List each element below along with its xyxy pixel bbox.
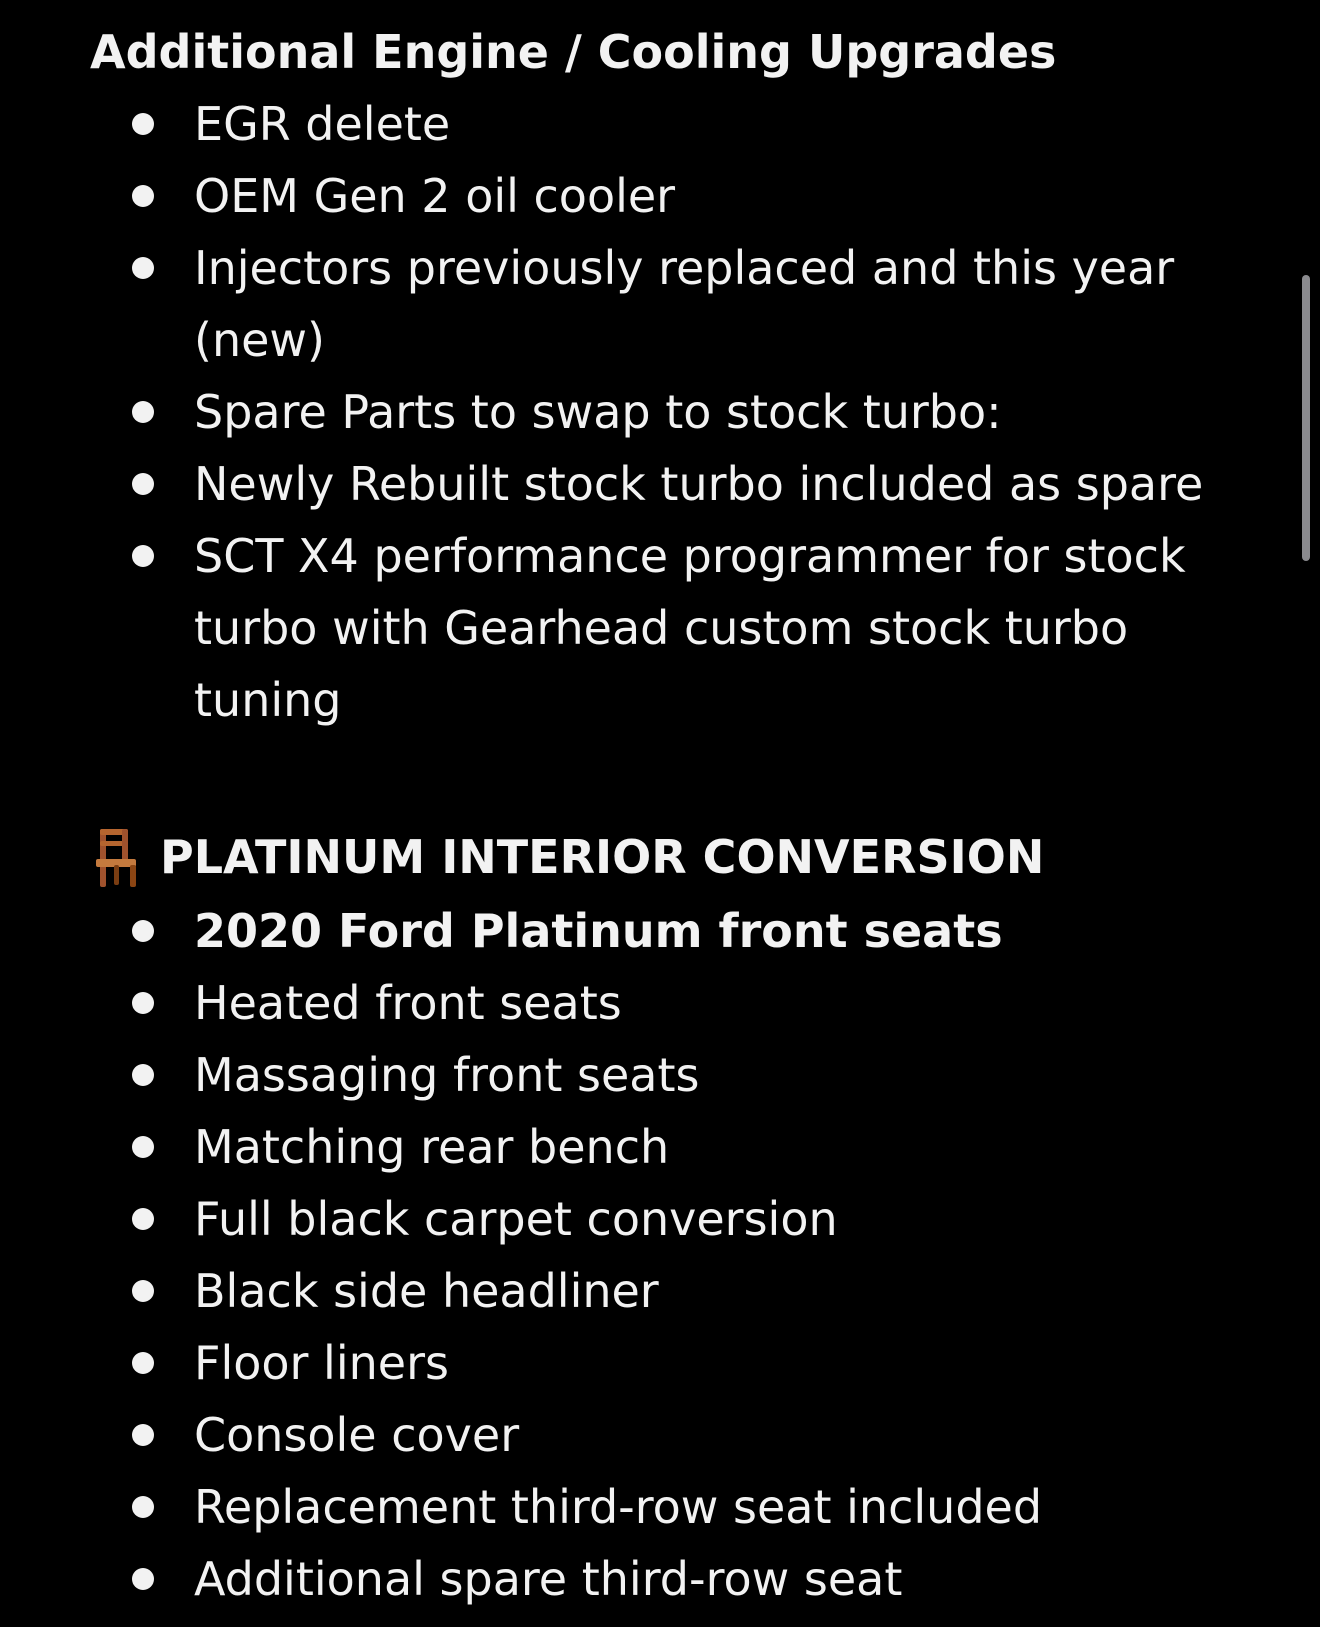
section-title-interior: PLATINUM INTERIOR CONVERSION — [160, 830, 1045, 884]
vertical-scrollbar[interactable] — [1302, 275, 1310, 561]
list-item-text: Replacement third-row seat included — [194, 1480, 1043, 1534]
bullet-icon — [132, 545, 154, 567]
list-item-text: SCT X4 performance programmer for stock turbo with Gearhead custom stock turbo tuning — [194, 529, 1186, 727]
list-item — [0, 88, 1224, 160]
list-item — [0, 895, 1224, 967]
bullet-icon — [132, 1280, 154, 1302]
bullet-icon — [132, 113, 154, 135]
engine-upgrades-list — [0, 88, 1224, 736]
list-item — [0, 1399, 1224, 1471]
bullet-icon — [132, 1136, 154, 1158]
bullet-icon — [132, 920, 154, 942]
list-item — [0, 1111, 1224, 1183]
bullet-icon — [132, 1424, 154, 1446]
list-item — [0, 520, 1224, 736]
bullet-icon — [132, 1208, 154, 1230]
list-item-text: Black side headliner — [194, 1264, 659, 1318]
bullet-icon — [132, 473, 154, 495]
bullet-icon — [132, 992, 154, 1014]
list-item-text: Injectors previously replaced and this year (new) — [194, 241, 1175, 367]
list-item — [0, 1183, 1224, 1255]
list-item-text: 2020 Ford Platinum front seats — [194, 904, 1003, 958]
list-item-text: Newly Rebuilt stock turbo included as spare — [194, 457, 1204, 511]
list-item-text: OEM Gen 2 oil cooler — [194, 169, 676, 223]
list-item — [0, 232, 1224, 376]
list-item — [0, 1543, 1224, 1615]
interior-conversion-list — [0, 895, 1224, 1615]
bullet-icon — [132, 185, 154, 207]
bullet-icon — [132, 1496, 154, 1518]
chair-icon — [90, 825, 142, 889]
bullet-icon — [132, 401, 154, 423]
list-item-text: Heated front seats — [194, 976, 622, 1030]
list-item-text: Additional spare third-row seat — [194, 1552, 903, 1606]
list-item — [0, 160, 1224, 232]
list-item — [0, 967, 1224, 1039]
bullet-icon — [132, 257, 154, 279]
list-item-text: Spare Parts to swap to stock turbo: — [194, 385, 1002, 439]
list-item — [0, 448, 1224, 520]
bullet-icon — [132, 1568, 154, 1590]
section-heading-engine: Additional Engine / Cooling Upgrades — [90, 25, 1057, 79]
list-item-text: EGR delete — [194, 97, 451, 151]
list-item-text: Massaging front seats — [194, 1048, 700, 1102]
list-item — [0, 1471, 1224, 1543]
list-item — [0, 376, 1224, 448]
list-item — [0, 1255, 1224, 1327]
bullet-icon — [132, 1352, 154, 1374]
list-item — [0, 1039, 1224, 1111]
section-heading-interior — [90, 825, 1044, 889]
bullet-icon — [132, 1064, 154, 1086]
list-item-text: Matching rear bench — [194, 1120, 670, 1174]
list-item-text: Full black carpet conversion — [194, 1192, 838, 1246]
list-item-text: Floor liners — [194, 1336, 449, 1390]
list-item — [0, 1327, 1224, 1399]
list-item-text: Console cover — [194, 1408, 520, 1462]
